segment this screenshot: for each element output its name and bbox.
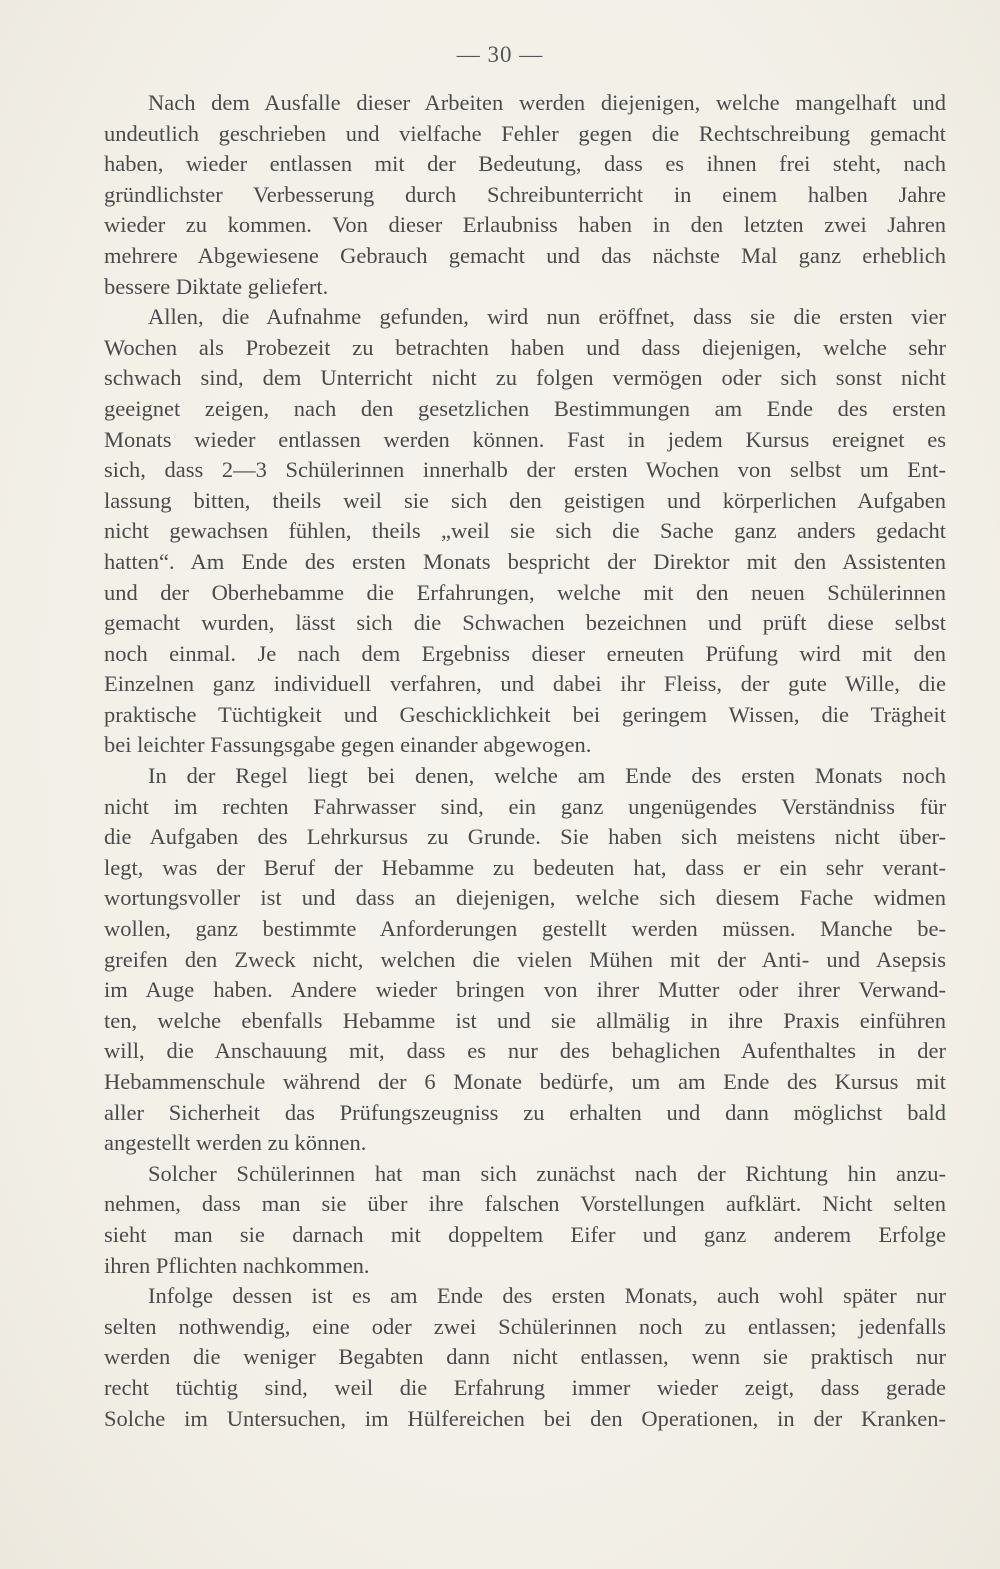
- text-line: Nach dem Ausfalle dieser Arbeiten werden diejenigen, welche mangelhaft und: [148, 90, 946, 115]
- text-line: noch einmal. Je nach dem Ergebniss dieser erneuten Prüfung wird mit den: [104, 640, 946, 666]
- text-line: wollen, ganz bestimmte Anforderungen gestellt werden müssen. Manche be-: [104, 916, 946, 942]
- body-text: [104, 88, 946, 1434]
- text-line: Wochen als Probezeit zu betrachten haben und dass diejenigen, welche sehr: [104, 334, 946, 360]
- text-line: Infolge dessen ist es am Ende des ersten Monats, auch wohl später nur: [148, 1283, 946, 1309]
- text-line: nehmen, dass man sie über ihre falschen Vorstellungen aufklärt. Nicht selten: [104, 1191, 946, 1217]
- text-line: aller Sicherheit das Prüfungszeugniss zu erhalten und dann möglichst bald: [104, 1099, 946, 1125]
- text-line: im Auge haben. Andere wieder bringen von ihrer Mutter oder ihrer Verwand-: [104, 977, 946, 1003]
- text-line: gründlichster Verbesserung durch Schreibunterricht in einem halben Jahre: [104, 181, 946, 207]
- text-line: mehrere Abgewiesene Gebrauch gemacht und das nächste Mal ganz erheblich: [104, 242, 946, 268]
- text-line: will, die Anschauung mit, dass es nur des behaglichen Aufenthaltes in der: [104, 1038, 946, 1064]
- text-line: undeutlich geschrieben und vielfache Fehler gegen die Rechtschreibung gemacht: [104, 120, 946, 146]
- text-line: werden die weniger Begabten dann nicht entlassen, wenn sie praktisch nur: [104, 1344, 946, 1370]
- text-line: greifen den Zweck nicht, welchen die vielen Mühen mit der Anti- und Asepsis: [104, 946, 946, 972]
- text-line: gemacht wurden, lässt sich die Schwachen bezeichnen und prüft diese selbst: [104, 610, 946, 636]
- page-number: — 30 —: [456, 42, 544, 67]
- text-line: angestellt werden zu können.: [104, 1130, 367, 1156]
- text-line: selten nothwendig, eine oder zwei Schülerinnen noch zu entlassen; jedenfalls: [104, 1313, 946, 1339]
- text-line: die Aufgaben des Lehrkursus zu Grunde. Sie haben sich meistens nicht über-: [104, 824, 946, 850]
- text-line: Hebammenschule während der 6 Monate bedürfe, um am Ende des Kursus mit: [104, 1069, 946, 1094]
- text-line: und der Oberhebamme die Erfahrungen, welche mit den neuen Schülerinnen: [104, 579, 946, 605]
- text-line: nicht gewachsen fühlen, theils „weil sie sich die Sache ganz anders gedacht: [104, 518, 946, 544]
- text-line: Einzelnen ganz individuell verfahren, und dabei ihr Fleiss, der gute Wille, die: [104, 671, 946, 697]
- text-line: Allen, die Aufnahme gefunden, wird nun eröffnet, dass sie die ersten vier: [148, 304, 946, 330]
- text-line: Solche im Untersuchen, im Hülfereichen bei den Operationen, in der Kranken-: [104, 1405, 946, 1431]
- text-line: praktische Tüchtigkeit und Geschicklichkeit bei geringem Wissen, die Trägheit: [104, 701, 946, 727]
- text-line: hatten“. Am Ende des ersten Monats bespricht der Direktor mit den Assistenten: [104, 548, 946, 574]
- text-line: ten, welche ebenfalls Hebamme ist und sie allmälig in ihre Praxis einführen: [104, 1007, 946, 1033]
- text-line: Solcher Schülerinnen hat man sich zunächst nach der Richtung hin anzu-: [148, 1160, 946, 1186]
- text-line: sich, dass 2—3 Schülerinnen innerhalb der ersten Wochen von selbst um Ent-: [104, 457, 946, 483]
- text-line: schwach sind, dem Unterricht nicht zu folgen vermögen oder sich sonst nicht: [104, 365, 946, 391]
- text-line: lassung bitten, theils weil sie sich den geistigen und körperlichen Aufgaben: [104, 487, 946, 513]
- text-line: bessere Diktate geliefert.: [104, 273, 329, 299]
- text-line: recht tüchtig sind, weil die Erfahrung immer wieder zeigt, dass gerade: [104, 1374, 946, 1400]
- text-line: In der Regel liegt bei denen, welche am Ende des ersten Monats noch: [148, 763, 946, 789]
- text-line: haben, wieder entlassen mit der Bedeutung, dass es ihnen frei steht, nach: [104, 151, 946, 177]
- text-line: wortungsvoller ist und dass an diejenigen, welche sich diesem Fache widmen: [104, 885, 946, 911]
- text-line: Monats wieder entlassen werden können. Fast in jedem Kursus ereignet es: [104, 426, 946, 452]
- text-line: sieht man sie darnach mit doppeltem Eifer und ganz anderem Erfolge: [104, 1221, 946, 1247]
- text-line: legt, was der Beruf der Hebamme zu bedeuten hat, dass er ein sehr verant-: [104, 854, 946, 880]
- text-line: geeignet zeigen, nach den gesetzlichen Bestimmungen am Ende des ersten: [104, 395, 946, 421]
- text-line: bei leichter Fassungsgabe gegen einander abgewogen.: [104, 732, 592, 758]
- text-line: nicht im rechten Fahrwasser sind, ein ganz ungenügendes Verständniss für: [104, 793, 946, 819]
- text-line: ihren Pflichten nachkommen.: [104, 1252, 370, 1278]
- text-line: wieder zu kommen. Von dieser Erlaubniss haben in den letzten zwei Jahren: [104, 212, 946, 238]
